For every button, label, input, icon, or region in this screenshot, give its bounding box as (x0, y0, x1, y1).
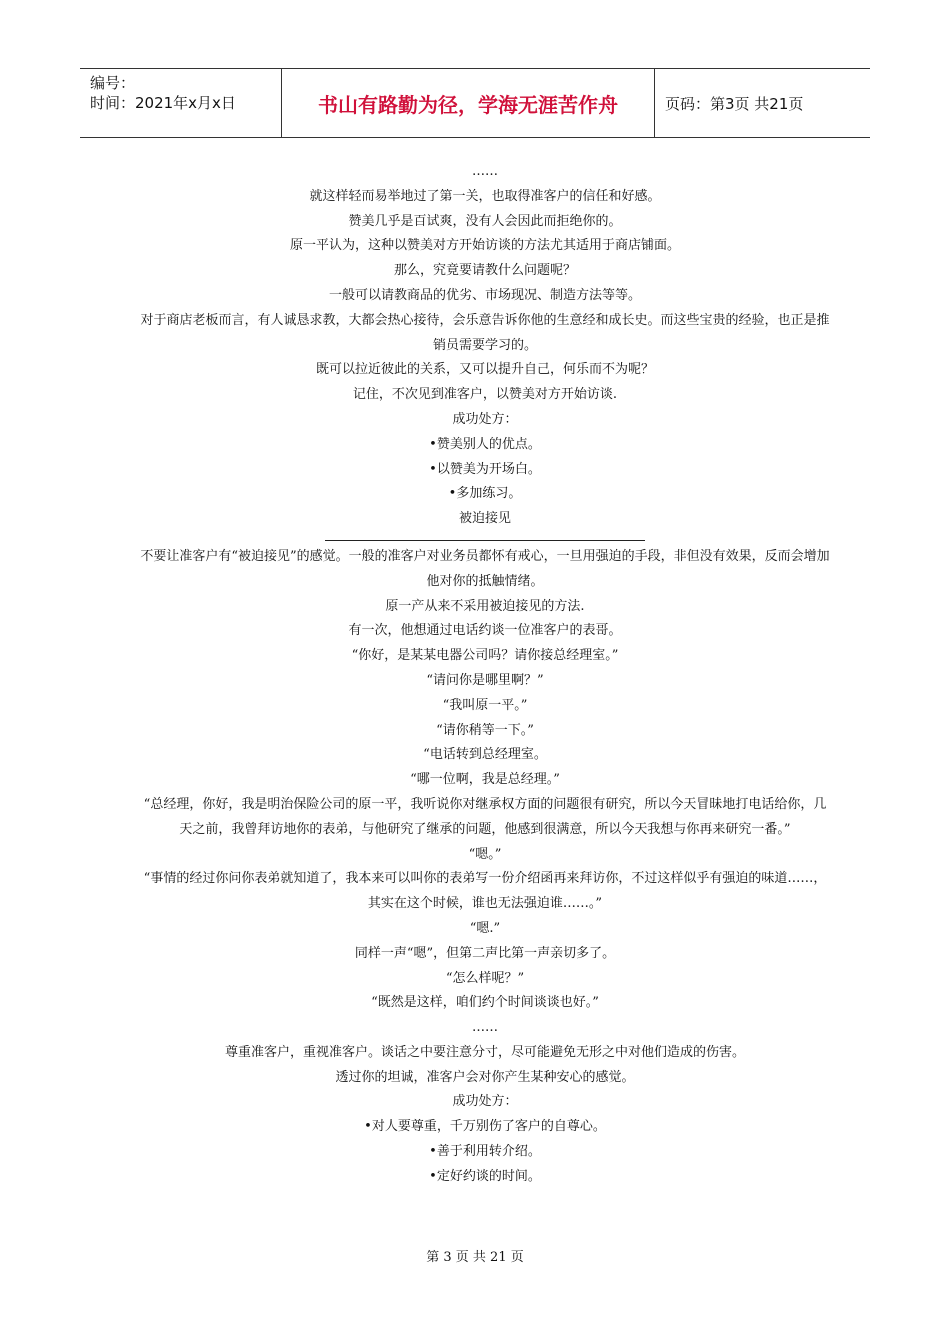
bullet-item: •对人要尊重，千万别伤了客户的自尊心。 (364, 1119, 606, 1135)
bullet-item: •善于利用转介绍。 (429, 1144, 541, 1160)
paragraph: 原一平认为，这种以赞美对方开始访谈的方法尤其适用于商店铺面。 (289, 238, 680, 254)
number-label: 编号： (90, 74, 136, 92)
paragraph: 同样一声“嗯”，但第二声比第一声亲切多了。 (354, 945, 616, 961)
paragraph: 那么，究竟要请教什么问题呢？ (393, 263, 576, 279)
section-label: 成功处方： (452, 411, 518, 427)
paragraph: 不要让准客户有“被迫接见”的感觉。一般的准客户对业务员都怀有戒心，一旦用强迫的手段，非但没有效果，反而会增加他对你的抵触情绪。 (140, 548, 830, 589)
dialogue-line: “你好，是某某电器公司吗？请你接总经理室。” (351, 648, 619, 664)
paragraph: 透过你的坦诚，准客户会对你产生某种安心的感觉。 (335, 1069, 635, 1085)
ellipsis: …… (472, 164, 498, 179)
dialogue-line: “总经理，你好，我是明治保险公司的原一平，我听说你对继承权方面的问题很有研究，所以今天冒昧地打电话给你，几天之前，我曾拜访地你的表弟，与他研究了继承的问题，他感到很满意，所以今天我想与你再来研究一番。” (143, 796, 827, 837)
dialogue-line: “怎么样呢？” (445, 970, 525, 986)
page-footer: 第 3 页 共 21 页 (426, 1250, 524, 1265)
paragraph: 一般可以请教商品的优劣、市场现况、制造方法等等。 (328, 287, 641, 303)
time-label: 时间：2021年x月x日 (90, 94, 236, 112)
header-meta (80, 69, 281, 137)
dialogue-line: “请你稍等一下。” (436, 722, 534, 738)
paragraph: 赞美几乎是百试爽，没有人会因此而拒绝你的。 (348, 213, 622, 229)
dialogue-line: “嗯.” (469, 920, 501, 936)
section-label: 成功处方： (452, 1094, 518, 1110)
bullet-item: •多加练习。 (448, 486, 522, 502)
document-body (140, 160, 830, 1190)
paragraph: 对于商店老板而言，有人诚恳求教，大都会热心接待，会乐意告诉你他的生意经和成长史。而这些宝贵的经验，也正是推销员需要学习的。 (140, 312, 830, 353)
paragraph: 有一次，他想通过电话约谈一位准客户的表哥。 (348, 623, 622, 639)
ellipsis: …… (472, 1020, 498, 1036)
motto: 书山有路勤为径，学海无涯苦作舟 (281, 69, 655, 137)
paragraph: 原一产从来不采用被迫接见的方法. (385, 598, 585, 614)
bullet-item: •定好约谈的时间。 (429, 1168, 541, 1184)
paragraph: 就这样轻而易举地过了第一关，也取得准客户的信任和好感。 (309, 188, 661, 204)
page-indicator: 页码：第3页 共21页 (665, 94, 804, 113)
dialogue-line: “哪一位啊，我是总经理。” (410, 772, 560, 788)
section-heading: 被迫接见 (458, 511, 511, 527)
dialogue-line: “嗯。” (468, 846, 502, 862)
dialogue-line: “我叫原一平。” (442, 697, 528, 713)
dialogue-line: “既然是这样，咱们约个时间谈谈也好。” (371, 995, 599, 1011)
page-header (80, 68, 870, 138)
paragraph: 尊重准客户，重视准客户。谈话之中要注意分寸，尽可能避免无形之中对他们造成的伤害。 (224, 1044, 745, 1060)
dialogue-line: “事情的经过你问你表弟就知道了，我本来可以叫你的表弟写一份介绍函再来拜访你，不过这样似乎有强迫的味道……，其实在这个时候，谁也无法强迫谁……。” (143, 871, 827, 912)
dialogue-line: “电话转到总经理室。 (423, 747, 547, 763)
paragraph: 既可以拉近彼此的关系，又可以提升自己，何乐而不为呢？ (315, 362, 654, 378)
paragraph: 记住，不次见到准客户，以赞美对方开始访谈. (352, 387, 618, 403)
section-divider (325, 540, 645, 541)
bullet-item: •以赞美为开场白。 (429, 461, 541, 477)
dialogue-line: “请问你是哪里啊？” (426, 672, 544, 688)
bullet-item: •赞美别人的优点。 (429, 436, 541, 452)
